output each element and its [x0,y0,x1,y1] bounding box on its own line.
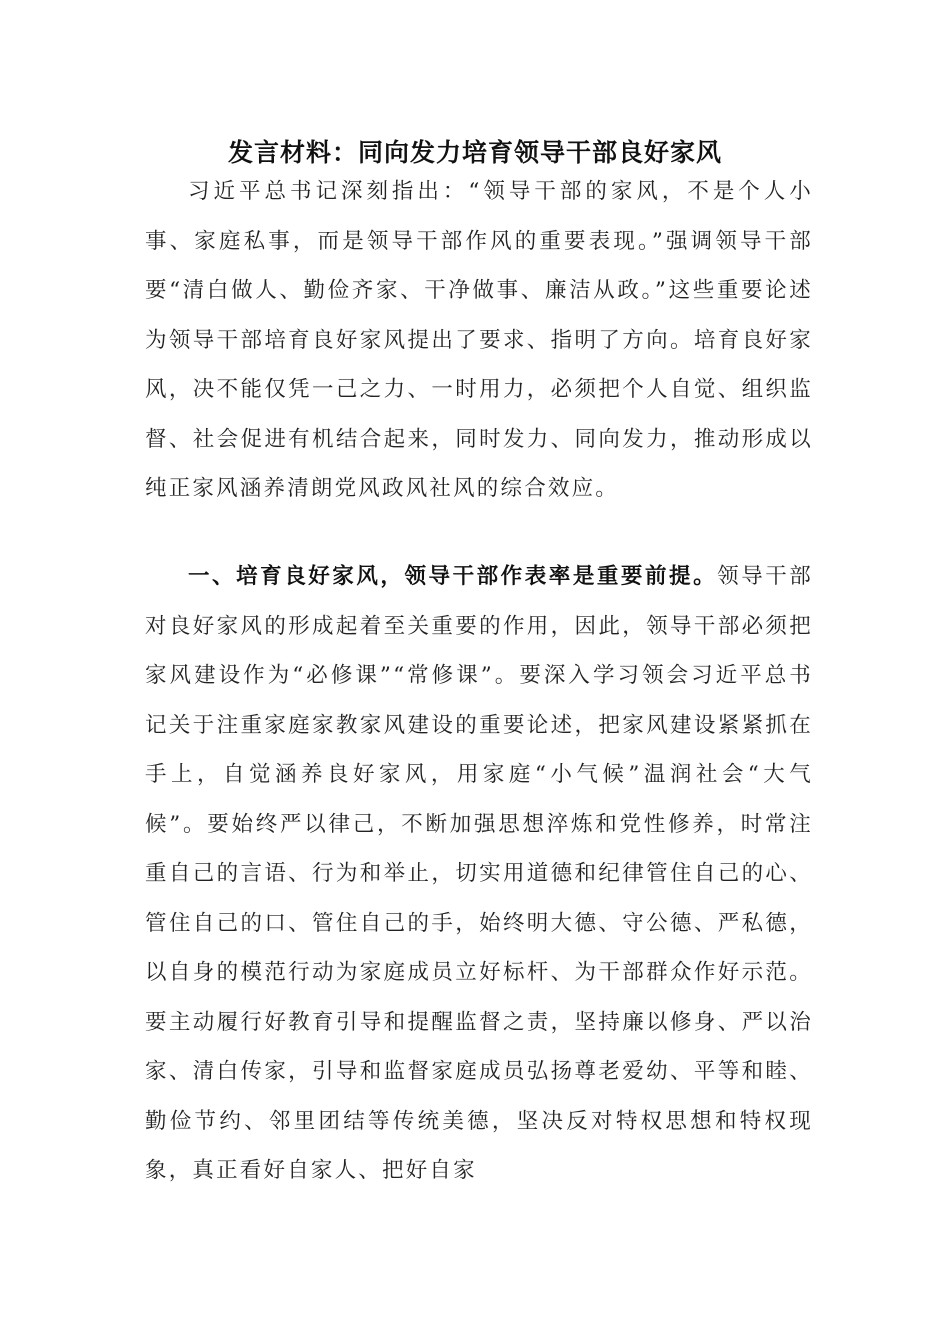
section-heading: 一、培育良好家风，领导干部作表率是重要前提。 [188,564,718,589]
document-title: 发言材料：同向发力培育领导干部良好家风 [227,138,722,167]
intro-paragraph [145,167,813,514]
section-one-paragraph [145,552,813,1196]
paragraph-text: 习近平总书记深刻指出：“领导干部的家风，不是个人小事、家庭私事，而是领导干部作风的重要表现。”强调领导干部要“清白做人、勤俭齐家、干净做事、廉洁从政。”这些重要论述为领导干部培育良好家风提出了要求、指明了方向。培育良好家风，决不能仅凭一己之力、一时用力，必须把个人自觉、组织监督、社会促进有机结合起来，同时发力、同向发力，推动形成以纯正家风涵养清朗党风政风社风的综合效应。 [145,179,813,501]
paragraph-text: 领导干部对良好家风的形成起着至关重要的作用，因此，领导干部必须把家风建设作为“必修课”“常修课”。要深入学习领会习近平总书记关于注重家庭家教家风建设的重要论述，把家风建设紧紧抓在手上，自觉涵养良好家风，用家庭“小气候”温润社会“大气候”。要始终严以律己，不断加强思想淬炼和党性修养，时常注重自己的言语、行为和举止，切实用道德和纪律管住自己的心、管住自己的口、管住自己的手，始终明大德、守公德、严私德，以自身的模范行动为家庭成员立好标杆、为干部群众作好示范。要主动履行好教育引导和提醒监督之责，坚持廉以修身、严以治家、清白传家，引导和监督家庭成员弘扬尊老爱幼、平等和睦、勤俭节约、邻里团结等传统美德，坚决反对特权思想和特权现象，真正看好自家人、把好自家 [145,564,813,1183]
